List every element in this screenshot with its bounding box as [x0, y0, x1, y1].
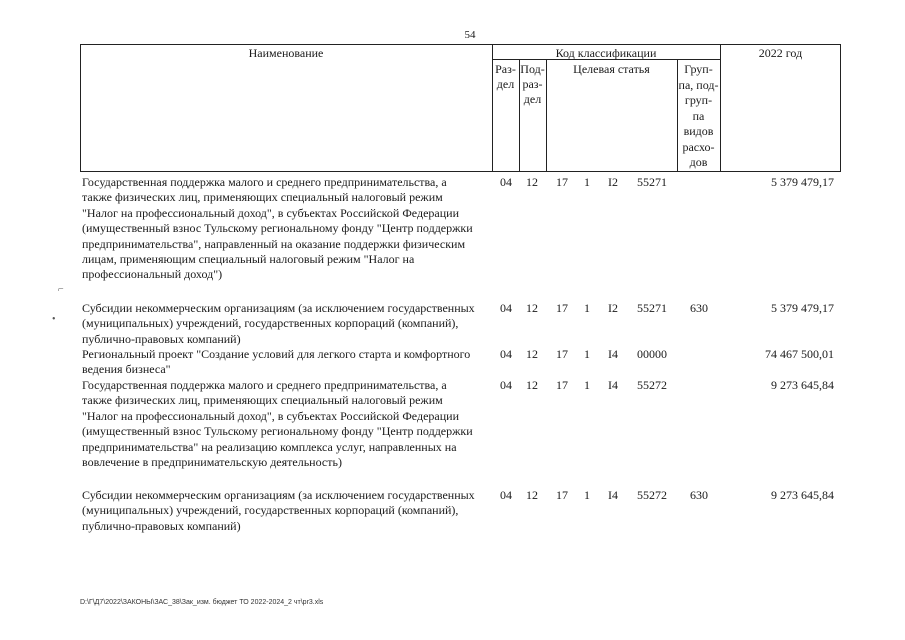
- row-name-line: публично-правовых компаний): [82, 518, 241, 533]
- row-code-subsection: 12: [526, 175, 538, 189]
- row-code-a0: 17: [556, 301, 568, 315]
- row-name-line: Государственная поддержка малого и среднего предпринимательства, а: [82, 175, 447, 189]
- row-name-line: (имущественный взнос Тульскому региональному фонду "Центр поддержки: [82, 221, 473, 236]
- header-section: Раз- дел: [495, 62, 516, 91]
- row-amount: 9 273 645,84: [771, 488, 834, 502]
- row-name: [82, 175, 494, 283]
- row-code-a1: 1: [584, 347, 590, 361]
- scan-mark: •: [52, 314, 56, 325]
- row-name-line: "Налог на профессиональный доход", в субъектах Российской Федерации: [82, 205, 459, 220]
- row-code-a3: 55272: [637, 488, 667, 502]
- row-code-a2: I2: [608, 301, 618, 315]
- row-code-a3: 55271: [637, 175, 667, 189]
- row-code-a0: 17: [556, 175, 568, 189]
- row-code-a1: 1: [584, 175, 590, 189]
- row-code-section: 04: [500, 347, 512, 361]
- row-name-line: Региональный проект "Создание условий для легкого старта и комфортного: [82, 347, 471, 361]
- header-target-article: Целевая статья: [573, 62, 650, 76]
- row-amount: 9 273 645,84: [771, 378, 834, 392]
- row-code-a3: 55272: [637, 378, 667, 392]
- row-name-line: (муниципальных) учреждений, государственных корпораций (компаний),: [82, 503, 459, 518]
- row-code-section: 04: [500, 175, 512, 189]
- header-expense-group: Груп- па, под- груп- па видов расхо- дов: [678, 62, 719, 169]
- row-code-a1: 1: [584, 488, 590, 502]
- divider: [720, 44, 721, 172]
- row-code-a2: I4: [608, 488, 618, 502]
- row-code-group: 630: [690, 488, 708, 502]
- footer-file-path: D:\Г\Д7\2022\ЗАКОНЫ\ЗАС_38\Зак_изм. бюджет ТО 2022-2024_2 чт\pr3.xls: [80, 599, 324, 606]
- row-code-subsection: 12: [526, 378, 538, 392]
- row-name-line: ведения бизнеса": [82, 362, 171, 377]
- row-code-a1: 1: [584, 301, 590, 315]
- row-name-line: лицам, применяющим специальный налоговый режим "Налог на: [82, 252, 415, 267]
- row-name-line: профессиональный доход"): [82, 267, 223, 282]
- header-subsection: Под- раз- дел: [520, 62, 545, 106]
- row-name-line: предпринимательства" на реализацию комплекса услуг, направленных на: [82, 439, 457, 454]
- page-number: 54: [464, 29, 476, 41]
- row-name-line: предпринимательства", направленный на оказание поддержки физическим: [82, 236, 466, 251]
- row-code-a0: 17: [556, 378, 568, 392]
- row-amount: 5 379 479,17: [771, 175, 834, 189]
- row-code-a3: 55271: [637, 301, 667, 315]
- row-code-section: 04: [500, 301, 512, 315]
- row-name-line: Субсидии некоммерческим организациям (за исключением государственных: [82, 301, 475, 315]
- row-name-line: (муниципальных) учреждений, государственных корпораций (компаний),: [82, 316, 459, 331]
- header-name: Наименование: [248, 46, 324, 60]
- row-code-a3: 00000: [637, 347, 667, 361]
- row-name-line: также физических лиц, применяющих специальный налоговый режим: [82, 190, 443, 205]
- header-year: 2022 год: [758, 46, 803, 60]
- row-name: [82, 347, 494, 378]
- scan-mark: ⌐: [58, 284, 64, 295]
- row-amount: 74 467 500,01: [765, 347, 834, 361]
- row-code-a2: I2: [608, 175, 618, 189]
- row-name: [82, 488, 494, 534]
- table-header: [80, 44, 841, 172]
- row-name: [82, 378, 494, 470]
- row-code-section: 04: [500, 488, 512, 502]
- row-code-subsection: 12: [526, 301, 538, 315]
- row-code-a1: 1: [584, 378, 590, 392]
- row-name-line: (имущественный взнос Тульскому региональному фонду "Центр поддержки: [82, 424, 473, 439]
- row-code-a2: I4: [608, 347, 618, 361]
- row-code-subsection: 12: [526, 347, 538, 361]
- row-name-line: "Налог на профессиональный доход", в субъектах Российской Федерации: [82, 408, 459, 423]
- row-code-a0: 17: [556, 488, 568, 502]
- row-code-section: 04: [500, 378, 512, 392]
- row-amount: 5 379 479,17: [771, 301, 834, 315]
- row-name-line: также физических лиц, применяющих специальный налоговый режим: [82, 393, 443, 408]
- row-code-a0: 17: [556, 347, 568, 361]
- row-name-line: вовлечение в предпринимательскую деятельность): [82, 455, 342, 470]
- row-code-subsection: 12: [526, 488, 538, 502]
- row-name-line: Государственная поддержка малого и среднего предпринимательства, а: [82, 378, 447, 392]
- row-name-line: Субсидии некоммерческим организациям (за исключением государственных: [82, 488, 475, 502]
- header-classification-code: Код классификации: [555, 46, 657, 60]
- row-code-a2: I4: [608, 378, 618, 392]
- row-name: [82, 301, 494, 347]
- row-code-group: 630: [690, 301, 708, 315]
- row-name-line: публично-правовых компаний): [82, 331, 241, 346]
